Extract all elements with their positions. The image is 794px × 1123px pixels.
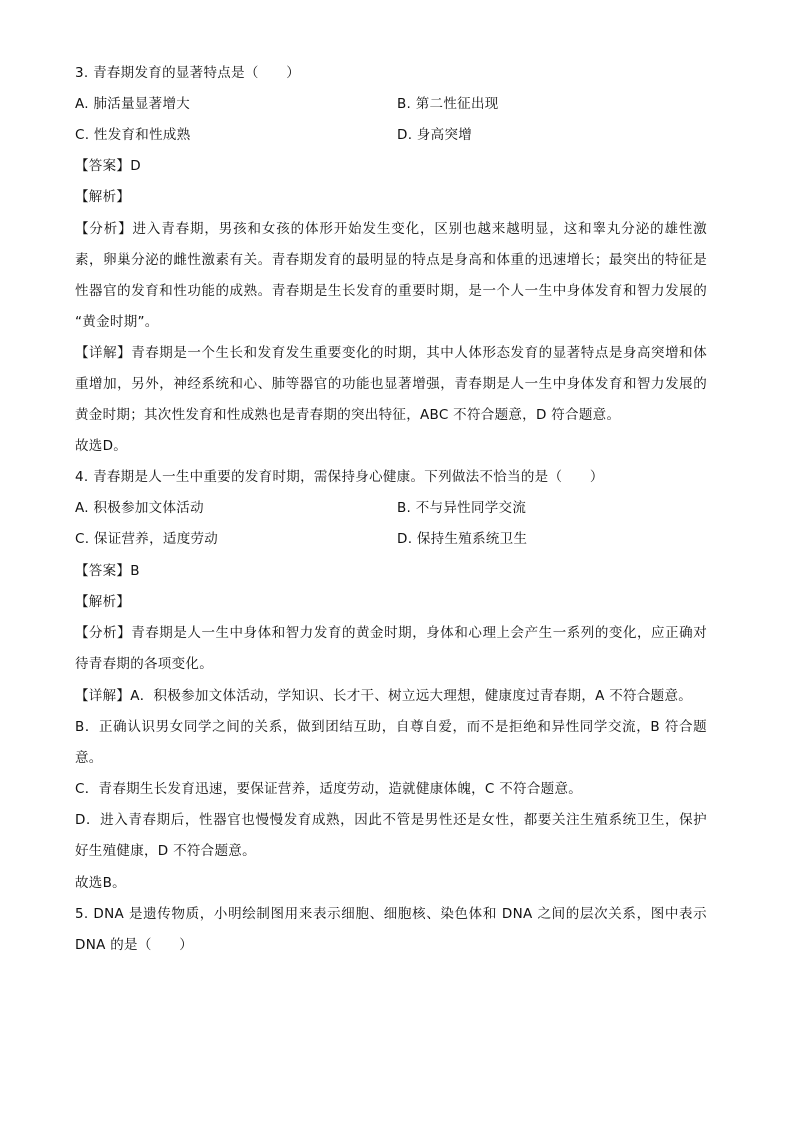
q5-question-line: DNA 的是（ ） (75, 937, 194, 953)
q3-analysis-title: 【解析】 (75, 189, 131, 205)
q4-detail-line: 【详解】A．积极参加文体活动，学知识、长才干、树立远大理想，健康度过青春期，A 不符合题意。 (75, 688, 693, 704)
q3-question: 3. 青春期发育的显著特点是（ ） (75, 65, 301, 81)
q4-option-d: D. 保持生殖系统卫生 (397, 531, 528, 547)
q3-analysis-line: 【分析】进入青春期，男孩和女孩的体形开始发生变化，区别也越来越明显，这和睾丸分泌的雄性激 (75, 221, 707, 237)
q4-analysis-line: 【分析】青春期是人一生中身体和智力发育的黄金时期，身体和心理上会产生一系列的变化，应正确对 (75, 625, 707, 641)
q4-detail-line: C．青春期生长发育迅速，要保证营养，适度劳动，造就健康体魄，C 不符合题意。 (75, 781, 583, 797)
q4-detail-line: D．进入青春期后，性器官也慢慢发育成熟，因此不管是男性还是女性，都要关注生殖系统卫生，保护 (75, 812, 707, 828)
q4-detail-line: 意。 (75, 750, 103, 766)
q3-answer: 【答案】D (75, 158, 141, 174)
q3-analysis-line: “黄金时期”。 (75, 314, 159, 330)
q4-analysis-line: 待青春期的各项变化。 (75, 656, 213, 672)
q3-option-c: C. 性发育和性成熟 (75, 127, 191, 143)
q4-option-c: C. 保证营养，适度劳动 (75, 531, 219, 547)
q3-option-b: B. 第二性征出现 (397, 96, 499, 112)
q4-option-b: B. 不与异性同学交流 (397, 500, 527, 516)
q3-detail-line: 黄金时期；其次性发育和性成熟也是青春期的突出特征，ABC 不符合题意，D 符合题意。 (75, 407, 621, 423)
q4-conclusion: 故选B。 (75, 875, 126, 891)
q3-analysis-line: 性器官的发育和性功能的成熟。青春期是生长发育的重要时期，是一个人一生中身体发育和智力发展的 (75, 283, 707, 299)
q3-detail-line: 重增加，另外，神经系统和心、肺等器官的功能也显著增强，青春期是人一生中身体发育和智力发展的 (75, 376, 707, 392)
q4-detail-line: B．正确认识男女同学之间的关系，做到团结互助，自尊自爱，而不是拒绝和异性同学交流，B 符合题 (75, 719, 707, 735)
q3-option-d: D. 身高突增 (397, 127, 473, 143)
q4-option-a: A. 积极参加文体活动 (75, 500, 204, 516)
q3-option-a: A. 肺活量显著增大 (75, 96, 191, 112)
q4-question: 4. 青春期是人一生中重要的发育时期，需保持身心健康。下列做法不恰当的是（ ） (75, 469, 604, 485)
q3-conclusion: 故选D。 (75, 438, 128, 454)
q4-analysis-title: 【解析】 (75, 594, 131, 610)
q4-detail-line: 好生殖健康，D 不符合题意。 (75, 843, 256, 859)
q3-analysis-line: 素，卵巢分泌的雌性激素有关。青春期发育的最明显的特点是身高和体重的迅速增长；最突出的特征是 (75, 252, 707, 268)
q5-question-line: 5. DNA 是遗传物质，小明绘制图用来表示细胞、细胞核、染色体和 DNA 之间的层次关系，图中表示 (75, 906, 707, 922)
q4-answer: 【答案】B (75, 563, 140, 579)
q3-detail-line: 【详解】青春期是一个生长和发育发生重要变化的时期，其中人体形态发育的显著特点是身高突增和体 (75, 345, 707, 361)
